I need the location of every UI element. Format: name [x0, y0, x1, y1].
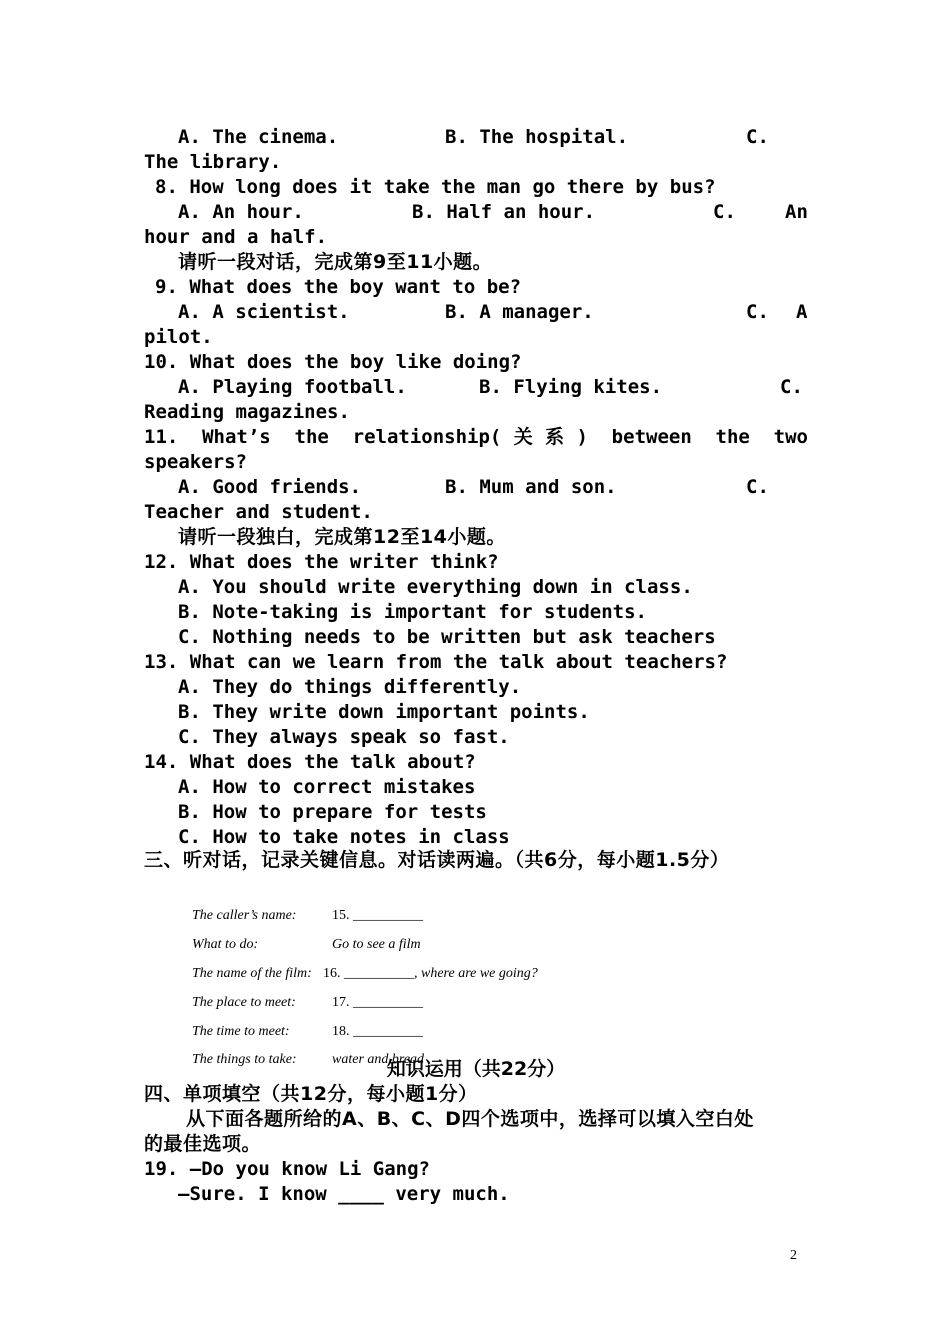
- q12-option-b: B. Note-taking is important for students.: [178, 601, 647, 623]
- q9-option-a: A. A scientist.: [178, 301, 350, 323]
- q19-line2: —Sure. I know ____ very much.: [178, 1183, 510, 1205]
- q14-option-c: C. How to take notes in class: [178, 826, 510, 848]
- form-row-place: [178, 970, 423, 1010]
- q9-options: [178, 300, 808, 325]
- q8-option-c-word: An: [785, 201, 808, 223]
- section3-title: 三、听对话，记录关键信息。对话读两遍。（共6分，每小题1.5分）: [144, 849, 730, 871]
- q7-options: [178, 125, 808, 150]
- blank-17: 17. __________: [332, 995, 423, 1010]
- form-value: , where are we going?: [414, 966, 538, 981]
- blank-15: 15. __________: [332, 908, 423, 923]
- q10-stem: 10. What does the boy like doing?: [144, 351, 522, 373]
- q11-option-c: C.: [746, 476, 769, 498]
- instruction-9-11: 请听一段对话，完成第9至11小题。: [178, 251, 493, 273]
- q8-option-b: B. Half an hour.: [412, 201, 596, 223]
- q9-option-c-word: A: [796, 301, 808, 323]
- form-row-caller-name: [178, 883, 423, 923]
- form-label: The things to take:: [192, 1052, 297, 1067]
- section4-instruction-line1: 从下面各题所给的A、B、C、D四个选项中，选择可以填入空白处: [186, 1108, 754, 1130]
- q12-option-a: A. You should write everything down in class.: [178, 576, 693, 598]
- form-label: The time to meet:: [192, 1024, 290, 1039]
- q11-option-c-text: Teacher and student.: [144, 501, 373, 523]
- form-row-what-to-do: [178, 912, 421, 952]
- q10-option-c-text: Reading magazines.: [144, 401, 350, 423]
- q12-stem: 12. What does the writer think?: [144, 551, 499, 573]
- section4-title: 四、单项填空（共12分，每小题1分）: [144, 1083, 478, 1105]
- blank-18: 18. __________: [332, 1024, 423, 1039]
- q7-option-b: B. The hospital.: [445, 126, 629, 148]
- form-label: The name of the film:: [192, 966, 312, 981]
- form-label: What to do:: [192, 937, 259, 952]
- q8-options: [178, 200, 808, 225]
- q7-option-c-text: The library.: [144, 151, 282, 173]
- q11-stem: 11. What’s the relationship(关系) between the two: [144, 426, 808, 448]
- instruction-12-14: 请听一段独白，完成第12至14小题。: [178, 526, 506, 548]
- q10-option-a: A. Playing football.: [178, 376, 407, 398]
- form-label: The place to meet:: [192, 995, 296, 1010]
- q14-option-b: B. How to prepare for tests: [178, 801, 487, 823]
- section4-instruction-line2: 的最佳选项。: [144, 1133, 262, 1155]
- form-row-film-name: [178, 941, 538, 981]
- q10-option-b: B. Flying kites.: [479, 376, 663, 398]
- form-row-time: [178, 999, 423, 1039]
- q11-option-b: B. Mum and son.: [445, 476, 617, 498]
- q13-stem: 13. What can we learn from the talk about teachers?: [144, 651, 728, 673]
- page-number: 2: [790, 1248, 797, 1263]
- q19-stem: 19. —Do you know Li Gang?: [144, 1158, 430, 1180]
- q10-option-c: C.: [780, 376, 803, 398]
- form-value: water and bread: [332, 1052, 425, 1067]
- q12-option-c: C. Nothing needs to be written but ask teachers: [178, 626, 716, 648]
- q7-option-c: C.: [746, 126, 769, 148]
- q11-options: [178, 475, 808, 500]
- q8-option-c-text: hour and a half.: [144, 226, 328, 248]
- q11-option-a: A. Good friends.: [178, 476, 362, 498]
- q9-option-b: B. A manager.: [445, 301, 594, 323]
- q8-option-a: A. An hour.: [178, 201, 304, 223]
- q7-option-a: A. The cinema.: [178, 126, 339, 148]
- q9-option-c-text: pilot.: [144, 326, 213, 348]
- blank-16: 16. __________: [323, 966, 414, 981]
- q13-option-b: B. They write down important points.: [178, 701, 590, 723]
- q8-stem: 8. How long does it take the man go there by bus?: [155, 176, 716, 198]
- form-row-things: [178, 1027, 425, 1067]
- q11-stem-cont: speakers?: [144, 451, 247, 473]
- form-label: The caller’s name:: [192, 908, 297, 923]
- part-title: 知识运用（共22分）: [386, 1058, 566, 1080]
- q13-option-a: A. They do things differently.: [178, 676, 522, 698]
- q14-stem: 14. What does the talk about?: [144, 751, 476, 773]
- q8-option-c: C.: [713, 201, 736, 223]
- q10-options: [178, 375, 808, 400]
- q9-option-c: C.: [746, 301, 769, 323]
- form-value: Go to see a film: [332, 937, 421, 952]
- q13-option-c: C. They always speak so fast.: [178, 726, 510, 748]
- q14-option-a: A. How to correct mistakes: [178, 776, 476, 798]
- q9-stem: 9. What does the boy want to be?: [155, 276, 522, 298]
